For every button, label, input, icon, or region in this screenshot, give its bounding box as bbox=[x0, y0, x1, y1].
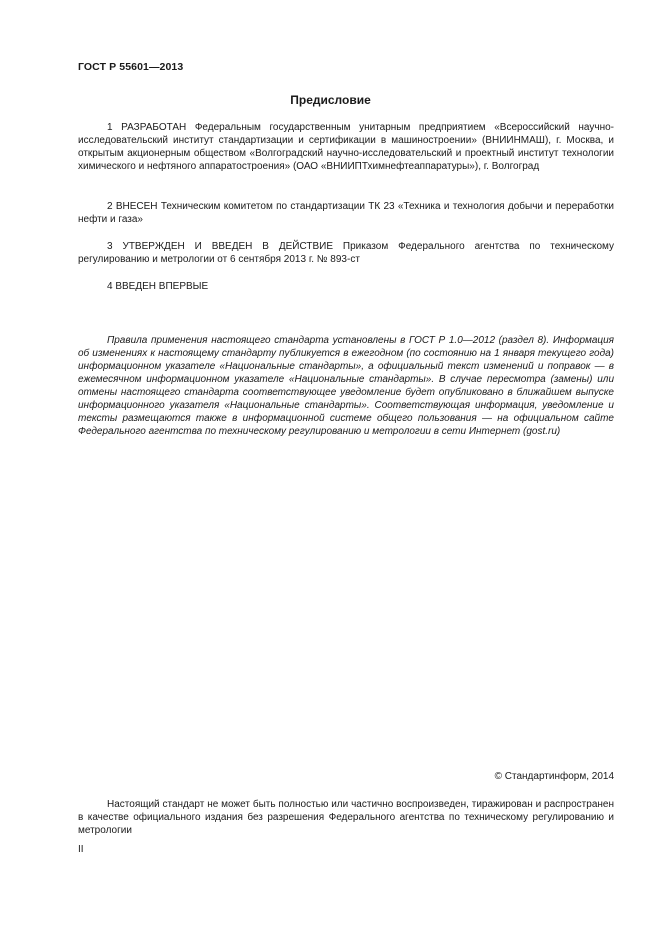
page-number: II bbox=[78, 844, 84, 855]
document-code: ГОСТ Р 55601—2013 bbox=[78, 61, 184, 73]
page-title: Предисловие bbox=[290, 93, 371, 107]
paragraph-approved: 3 УТВЕРЖДЕН И ВВЕДЕН В ДЕЙСТВИЕ Приказом Федерального агентства по техническому регулированию и метрологии от 6 сентября 2013 г. № 893-ст bbox=[78, 241, 614, 265]
paragraph-introduced-by: 2 ВНЕСЕН Техническим комитетом по стандартизации ТК 23 «Техника и технология добычи и переработки нефти и газа» bbox=[78, 201, 614, 225]
reproduction-notice: Настоящий стандарт не может быть полностью или частично воспроизведен, тиражирован и распространен в качестве официального издания без разрешения Федерального агентства по техническому регулированию и метрологии bbox=[78, 799, 614, 836]
copyright-line: © Стандартинформ, 2014 bbox=[494, 771, 614, 782]
paragraph-developed-by: 1 РАЗРАБОТАН Федеральным государственным унитарным предприятием «Всероссийский научно-исследовательский институт стандартизации и сертификации в машиностроении» (ВНИИНМАШ), г. Москва, и открытым акционерным обществом «Волгоградский научно-исследовательский и проектный институт технологии химического и нефтяного аппаратостроения» (ОАО «ВНИИПТхимнефтеаппаратуры»), г. Волгоград bbox=[78, 122, 614, 172]
application-rules-notice: Правила применения настоящего стандарта установлены в ГОСТ Р 1.0—2012 (раздел 8). Информация об изменениях к настоящему стандарту публикуется в ежегодном (по состоянию на 1 января текущего года) информационном указателе «Национальные стандарты», а официальный текст изменений и поправок — в ежемесячном информационном указателе «Национальные стандарты». В случае пересмотра (замены) или отмены настоящего стандарта соответствующее уведомление будет опубликовано в ближайшем выпуске информационного указателя «Национальные стандарты». Соответствующая информация, уведомление и тексты размещаются также в информационной системе общего пользования — на официальном сайте Федерального агентства по техническому регулированию и метрологии в сети Интернет (gost.ru) bbox=[78, 335, 614, 437]
paragraph-first-introduced: 4 ВВЕДЕН ВПЕРВЫЕ bbox=[107, 281, 209, 292]
